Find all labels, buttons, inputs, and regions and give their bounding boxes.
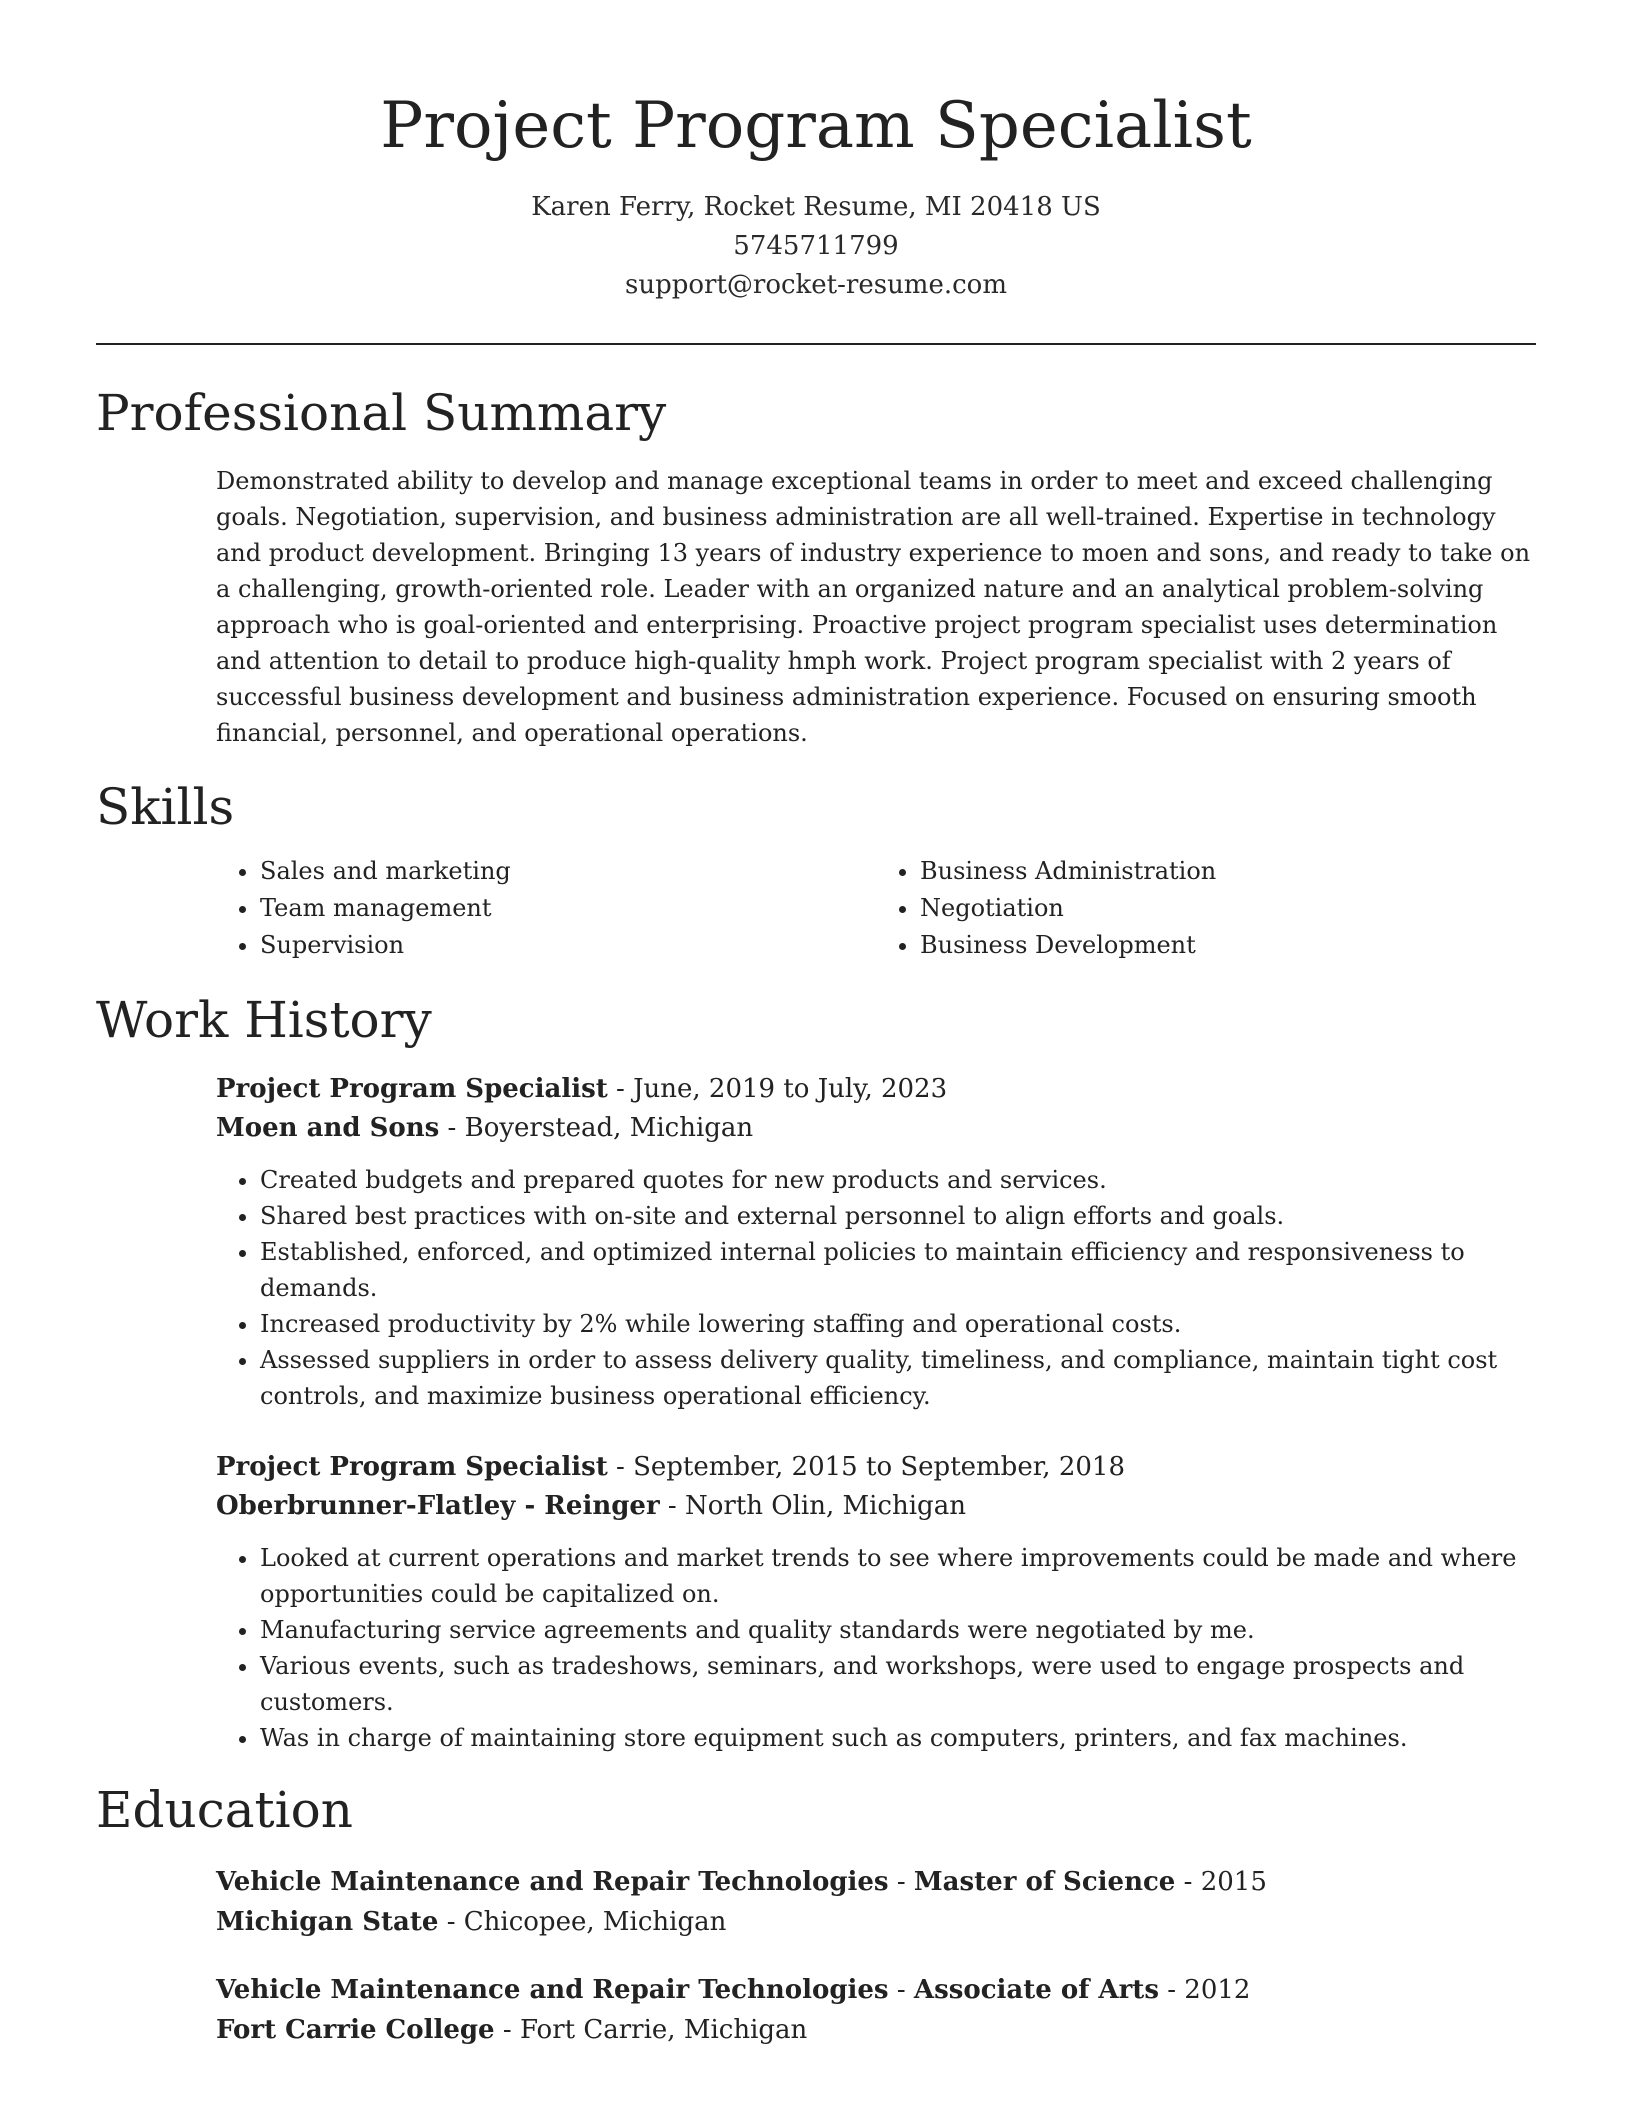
job-role: Project Program Specialist	[216, 1074, 608, 1104]
job-bullet: • Created budgets and prepared quotes for new products and services.	[260, 1162, 1536, 1198]
separator: -	[659, 1491, 685, 1521]
separator: -	[439, 1113, 465, 1143]
summary-heading: Professional Summary	[96, 384, 667, 442]
separator: -	[438, 1907, 464, 1937]
skills-list	[216, 853, 1536, 964]
job-dates: June, 2019 to July, 2023	[633, 1074, 948, 1104]
separator: -	[494, 2015, 520, 2045]
job-role: Project Program Specialist	[216, 1452, 608, 1482]
job-location: Boyerstead, Michigan	[464, 1113, 754, 1143]
education-entry	[216, 1970, 1536, 2050]
education-degree-line	[216, 1862, 1536, 1902]
job-title-line	[216, 1070, 1536, 1109]
job-bullet: • Manufacturing service agreements and quality standards were negotiated by me.	[260, 1612, 1536, 1648]
education-location: Fort Carrie, Michigan	[519, 2015, 808, 2045]
education-degree: Master of Science	[913, 1867, 1176, 1897]
job-bullet: • Was in charge of maintaining store equipment such as computers, printers, and fax machines.	[260, 1720, 1536, 1756]
contact-block	[96, 188, 1536, 305]
resume-title: Project Program Specialist	[380, 89, 1252, 163]
education-year: 2012	[1184, 1975, 1251, 2005]
education-degree: Associate of Arts	[913, 1975, 1159, 2005]
skills-column-left	[216, 853, 876, 964]
job-bullet: • Increased productivity by 2% while lowering staffing and operational costs.	[260, 1306, 1536, 1342]
job-bullets	[216, 1162, 1536, 1414]
job-bullet: • Assessed suppliers in order to assess delivery quality, timeliness, and compliance, maintain tight cost controls, and maximize business operational efficiency.	[260, 1342, 1536, 1414]
work-history-list	[216, 1070, 1536, 1756]
job-location: North Olin, Michigan	[684, 1491, 966, 1521]
job-bullets	[216, 1540, 1536, 1756]
education-school: Michigan State	[216, 1907, 439, 1937]
job-company: Oberbrunner-Flatley - Reinger	[216, 1491, 660, 1521]
skill-item: • Supervision	[260, 927, 876, 964]
separator: -	[607, 1452, 634, 1482]
skill-item: • Team management	[260, 890, 876, 927]
skill-item: • Negotiation	[920, 890, 1536, 927]
contact-address: Karen Ferry, Rocket Resume, MI 20418 US	[531, 192, 1101, 222]
education-school: Fort Carrie College	[216, 2015, 495, 2045]
contact-email: support@rocket-resume.com	[624, 270, 1007, 300]
separator: -	[607, 1074, 634, 1104]
job-title-line	[216, 1448, 1536, 1487]
job-entry	[216, 1448, 1536, 1756]
job-bullet: • Shared best practices with on-site and external personnel to align efforts and goals.	[260, 1198, 1536, 1234]
education-year: 2015	[1200, 1867, 1267, 1897]
skills-heading: Skills	[96, 778, 235, 836]
education-entry	[216, 1862, 1536, 1942]
job-dates: September, 2015 to September, 2018	[633, 1452, 1125, 1482]
job-entry	[216, 1070, 1536, 1414]
education-heading: Education	[96, 1781, 353, 1839]
job-company-line	[216, 1487, 1536, 1526]
education-location: Chicopee, Michigan	[463, 1907, 727, 1937]
contact-phone: 5745711799	[733, 231, 899, 261]
skill-item: • Business Administration	[920, 853, 1536, 890]
work-history-heading: Work History	[96, 991, 432, 1049]
education-field: Vehicle Maintenance and Repair Technologies	[216, 1975, 889, 2005]
job-bullet: • Looked at current operations and market trends to see where improvements could be made and where opportunities could be capitalized on.	[260, 1540, 1536, 1612]
education-list	[216, 1862, 1536, 2050]
education-field: Vehicle Maintenance and Repair Technologies	[216, 1867, 889, 1897]
separator: -	[1158, 1975, 1185, 2005]
job-bullet: • Various events, such as tradeshows, seminars, and workshops, were used to engage prospects and customers.	[260, 1648, 1536, 1720]
resume-header	[96, 0, 1536, 305]
education-school-line	[216, 1902, 1536, 1942]
job-company-line	[216, 1109, 1536, 1148]
resume-page	[96, 0, 1536, 2050]
skill-item: • Sales and marketing	[260, 853, 876, 890]
education-school-line	[216, 2010, 1536, 2050]
education-degree-line	[216, 1970, 1536, 2010]
separator: -	[1175, 1867, 1201, 1897]
summary-text: Demonstrated ability to develop and manage exceptional teams in order to meet and exceed challenging goals. Negotiation, supervision, and business administration are all well-trained. Expertise in technology and product development. Bringing 13 years of industry experience to moen and sons, and ready to take on a challenging, growth-oriented role. Leader with an organized nature and an analytical problem-solving approach who is goal-oriented and enterprising. Proactive project program specialist uses determination and attention to detail to produce high-quality hmph work. Project program specialist with 2 years of successful business development and business administration experience. Focused on ensuring smooth financial, personnel, and operational operations.	[216, 467, 1531, 747]
job-bullet: • Established, enforced, and optimized internal policies to maintain efficiency and responsiveness to demands.	[260, 1234, 1536, 1306]
skills-column-right	[876, 853, 1536, 964]
separator: -	[888, 1975, 914, 2005]
header-divider	[96, 343, 1536, 345]
job-company: Moen and Sons	[216, 1113, 440, 1143]
skill-item: • Business Development	[920, 927, 1536, 964]
separator: -	[888, 1867, 914, 1897]
